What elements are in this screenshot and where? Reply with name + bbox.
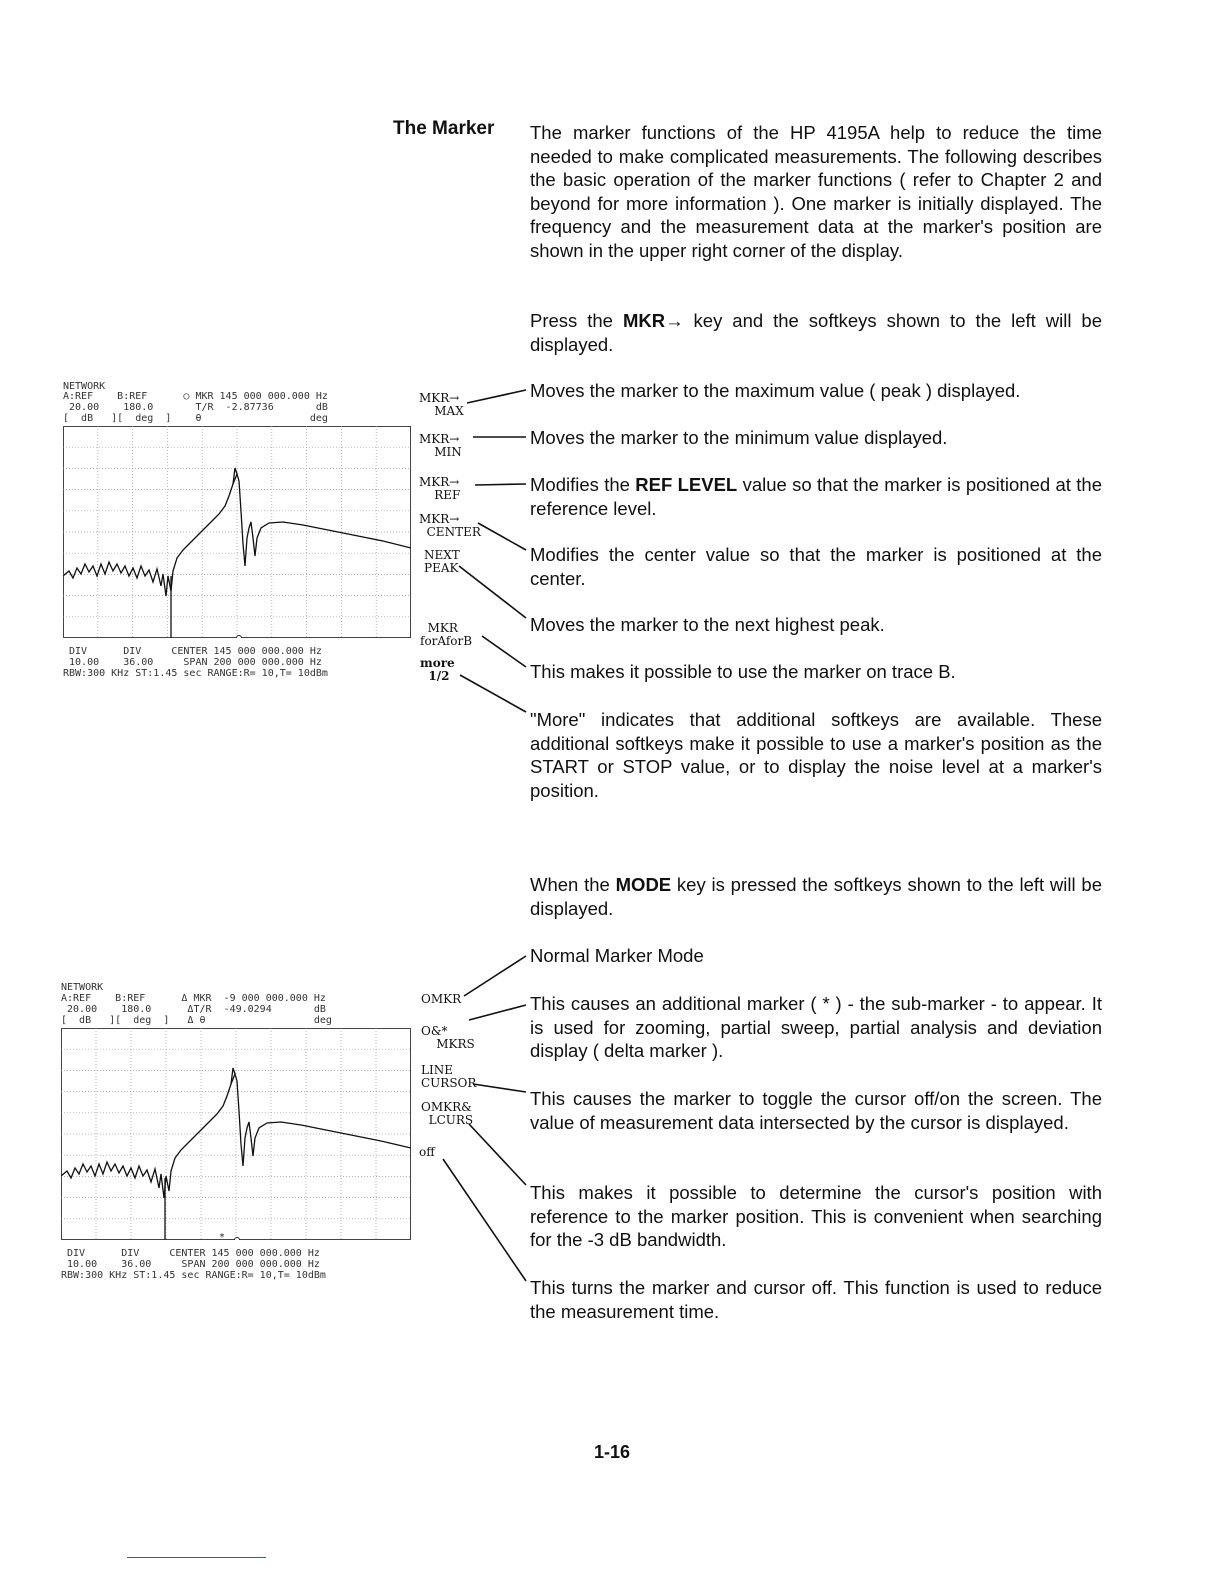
softkey-mkr-ref[interactable]: MKR→ REF: [419, 475, 461, 502]
screen1-header-row3: [ dB ][ deg ] θ deg: [63, 413, 328, 424]
softkey-next-peak[interactable]: NEXT PEAK: [424, 548, 460, 575]
intro-paragraph: The marker functions of the HP 4195A help to reduce the time needed to make complicated measurements. The following describes the basic operation of the marker functions ( refer to Chapter 2 and beyond for more information ). One marker is initially displayed. The frequency and the measurement data at the marker's position are shown in the upper right corner of the display.: [530, 122, 1102, 261]
ref-level-key: REF LEVEL: [635, 474, 738, 495]
softkey-off[interactable]: off: [419, 1145, 435, 1159]
desc-sub-marker: This causes an additional marker ( * ) - the sub-marker - to appear. It is used for zooming, partial sweep, partial analysis and deviation display ( delta marker ).: [530, 993, 1102, 1061]
softkey-line-cursor[interactable]: LINE CURSOR: [421, 1063, 477, 1090]
desc-marker-cursor: This makes it possible to determine the cursor's position with reference to the marker position. This is convenient when searching for the -3 dB bandwidth.: [530, 1182, 1102, 1250]
desc-mkr-min: Moves the marker to the minimum value displayed.: [530, 427, 948, 448]
desc-mkr-center: Modifies the center value so that the marker is positioned at the center.: [530, 544, 1102, 589]
softkey-mkr-for-a-for-b[interactable]: MKR forAforB: [420, 621, 473, 648]
desc-next-peak: Moves the marker to the next highest peak.: [530, 614, 885, 635]
svg-text:*: *: [219, 1232, 226, 1240]
desc-for-a-for-b: This makes it possible to use the marker on trace B.: [530, 661, 956, 682]
desc-off: This turns the marker and cursor off. This function is used to reduce the measurement time.: [530, 1277, 1102, 1322]
softkey-mkr-max[interactable]: MKR→ MAX: [419, 391, 464, 418]
screen1-footer-row2: 10.00 36.00 SPAN 200 000 000.000 Hz: [63, 657, 322, 668]
screen1-footer-row1: DIV DIV CENTER 145 000 000.000 Hz: [63, 646, 322, 657]
softkey-omkr-submarker[interactable]: O&* MKRS: [421, 1024, 475, 1051]
screen2-header-row3: [ dB ][ deg ] Δ θ deg: [61, 1015, 332, 1026]
section-heading: The Marker: [393, 118, 495, 139]
screen2-footer-row3: RBW:300 KHz ST:1.45 sec RANGE:R= 10,T= 10dBm: [61, 1270, 326, 1281]
mode-key-label: MODE: [615, 874, 672, 895]
softkey-more[interactable]: more 1/2: [420, 656, 455, 683]
desc-mkr-ref: Modifies the REF LEVEL value so that the marker is positioned at the reference level.: [530, 474, 1102, 519]
desc-normal-marker: Normal Marker Mode: [530, 945, 704, 966]
screen2-title: NETWORK: [61, 982, 104, 993]
screen1-header-row1: A:REF B:REF ○ MKR 145 000 000.000 Hz: [63, 391, 328, 402]
screen2-footer-row2: 10.00 36.00 SPAN 200 000 000.000 Hz: [61, 1259, 320, 1270]
desc-more: "More" indicates that additional softkeys are available. These additional softkeys make it possible to use a marker's position as the START or STOP value, or to display the noise level at a marker's position.: [530, 709, 1102, 801]
footer-rule: [127, 1557, 266, 1558]
desc-mkr-max: Moves the marker to the maximum value ( peak ) displayed.: [530, 380, 1021, 401]
screen1-header-row2: 20.00 180.0 T/R -2.87736 dB: [63, 402, 328, 413]
mkr-key-intro: Press the MKR→ key and the softkeys shown to the left will be displayed.: [530, 310, 1102, 355]
desc-line-cursor: This causes the marker to toggle the cursor off/on the screen. The value of measurement data intersected by the cursor is displayed.: [530, 1088, 1102, 1133]
page-number: 1-16: [593, 1442, 631, 1462]
screen2-footer-row1: DIV DIV CENTER 145 000 000.000 Hz: [61, 1248, 320, 1259]
mkr-key-label: MKR→: [622, 310, 684, 331]
screen1-footer-row3: RBW:300 KHz ST:1.45 sec RANGE:R= 10,T= 10dBm: [63, 668, 328, 679]
softkey-omkr-lcurs[interactable]: OMKR& LCURS: [421, 1100, 474, 1127]
softkey-mkr-min[interactable]: MKR→ MIN: [419, 432, 462, 459]
softkey-omkr[interactable]: OMKR: [421, 992, 462, 1006]
softkey-mkr-center[interactable]: MKR→ CENTER: [419, 512, 481, 539]
screen1-title: NETWORK: [63, 381, 106, 392]
mode-key-intro: When the MODE key is pressed the softkeys shown to the left will be displayed.: [530, 874, 1102, 919]
screen2-header-row1: A:REF B:REF Δ MKR -9 000 000.000 Hz: [61, 993, 326, 1004]
screen2-header-row2: 20.00 180.0 ΔT/R -49.0294 dB: [61, 1004, 326, 1015]
